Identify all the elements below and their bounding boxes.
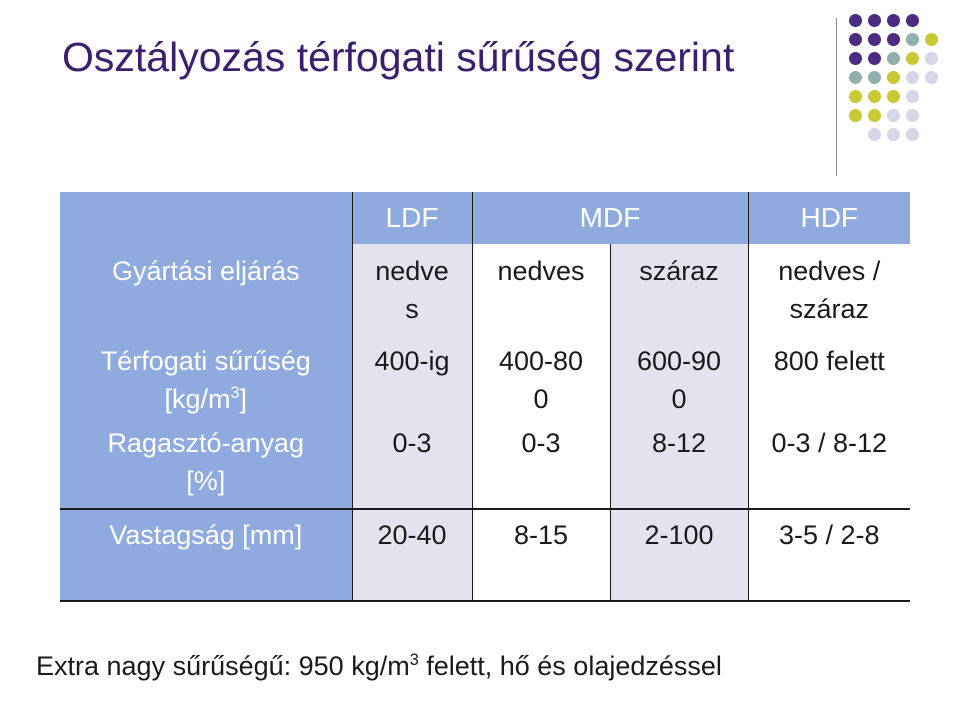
dot [868,14,881,27]
cell-density-hdf: 800 felett [748,342,910,424]
dot [887,71,900,84]
dot [849,33,862,46]
dot [849,71,862,84]
row-label-text: Térfogati sűrűség [100,346,311,376]
table-row [60,509,910,601]
cell-adhesive-mdf-dry: 8-12 [610,424,748,509]
row-label-unit: [%] [186,466,226,496]
dot [849,52,862,65]
footer-text: Extra nagy sűrűségű: 950 kg/m [36,651,410,681]
dot [906,109,919,122]
header-ldf: LDF [352,192,472,244]
cell-adhesive-mdf-wet: 0-3 [472,424,610,509]
table-row [60,424,910,509]
cell-text: 400-80 0 [498,346,584,414]
header-mdf: MDF [472,192,748,244]
row-label-unit [60,380,352,418]
dot [906,14,919,27]
dot [906,90,919,103]
table-row [60,342,910,424]
row-label-thickness: Vastagság [mm] [60,509,352,601]
slide-title: Osztályozás térfogati sűrűség szerint [62,34,735,80]
footer-superscript: 3 [409,651,419,669]
cell-text: nedve s [375,256,449,324]
cell-text: nedves / száraz [778,256,881,324]
dot [906,33,919,46]
dot [925,71,938,84]
dot [868,71,881,84]
cell-density-mdf-wet [472,342,610,424]
cell-process-ldf [352,244,472,342]
unit-text: [kg/m [164,384,231,414]
unit-text: ] [239,384,248,414]
dot [906,71,919,84]
row-label-text: Gyártási eljárás [111,256,300,286]
cell-process-mdf-wet: nedves [472,244,610,342]
row-label-adhesive [60,424,352,509]
cell-thickness-mdf-dry: 2-100 [610,509,748,601]
dot [887,14,900,27]
cell-adhesive-ldf: 0-3 [352,424,472,509]
cell-density-mdf-dry [610,342,748,424]
dot [849,109,862,122]
title-divider-line [836,18,837,176]
dot [868,52,881,65]
dot [906,52,919,65]
dot [868,90,881,103]
dot [925,52,938,65]
header-hdf: HDF [748,192,910,244]
cell-thickness-mdf-wet: 8-15 [472,509,610,601]
table-header-row [60,192,910,244]
row-label-process [60,244,352,342]
cell-thickness-hdf: 3-5 / 2-8 [748,509,910,601]
dot [849,14,862,27]
header-corner-cell [60,192,352,244]
dot [849,90,862,103]
fiberboard-classification-table [60,192,910,602]
cell-adhesive-hdf: 0-3 / 8-12 [748,424,910,509]
dot [887,90,900,103]
dot [868,109,881,122]
dot [887,128,900,141]
cell-thickness-ldf: 20-40 [352,509,472,601]
dot [868,33,881,46]
cell-density-ldf: 400-ig [352,342,472,424]
footer-note [36,648,916,684]
row-label-density [60,342,352,424]
cell-process-mdf-dry: száraz [610,244,748,342]
cell-text: 600-90 0 [636,346,722,414]
table-row [60,244,910,342]
cell-process-hdf [748,244,910,342]
dot [868,128,881,141]
dot [906,128,919,141]
dot [887,109,900,122]
dot [887,33,900,46]
footer-text: felett, hő és olajedzéssel [418,651,722,681]
row-label-text: Ragasztó-anyag [107,428,305,458]
dot [887,52,900,65]
unit-superscript: 3 [230,384,240,402]
dot [925,33,938,46]
